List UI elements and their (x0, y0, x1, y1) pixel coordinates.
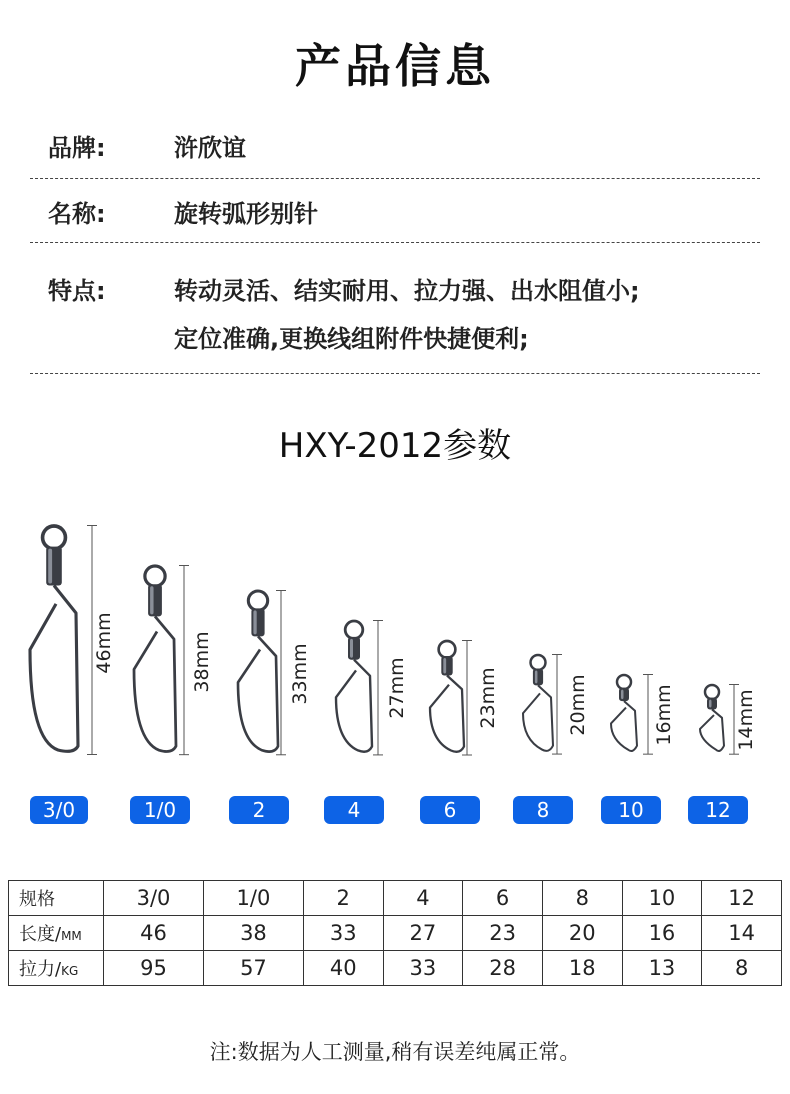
force-header-label: 拉力/ (19, 959, 62, 980)
size-badge: 12 (688, 796, 748, 824)
row-header-length (9, 916, 104, 951)
page-title: 产品信息 (295, 39, 495, 93)
length-label: 33mm (289, 643, 311, 705)
divider (30, 373, 760, 374)
table-cell: 14 (702, 916, 782, 951)
table-cell: 1/0 (203, 881, 303, 916)
table-cell: 12 (702, 881, 782, 916)
table-cell: 27 (383, 916, 463, 951)
dimension-ruler (551, 654, 563, 756)
table-cell: 8 (702, 951, 782, 986)
table-cell: 23 (463, 916, 543, 951)
dimension-ruler (275, 590, 287, 756)
size-badge: 6 (420, 796, 480, 824)
length-label: 16mm (653, 684, 675, 746)
table-cell: 16 (622, 916, 702, 951)
length-label: 20mm (567, 674, 589, 736)
brand-value: 浒欣谊 (174, 134, 246, 162)
brand-label: 品牌: (48, 134, 106, 162)
length-label: 46mm (93, 612, 115, 674)
length-label: 14mm (735, 688, 757, 751)
dimension-ruler (178, 565, 190, 756)
table-cell: 33 (303, 916, 383, 951)
table-cell: 3/0 (104, 881, 204, 916)
size-badge: 10 (601, 796, 661, 824)
table-cell: 2 (303, 881, 383, 916)
table-cell: 38 (203, 916, 303, 951)
table-cell: 10 (622, 881, 702, 916)
snap-swivel-icon (605, 672, 643, 758)
table-cell: 95 (104, 951, 204, 986)
snap-swivel-icon (330, 618, 378, 758)
size-badge: 3/0 (30, 796, 88, 824)
table-row (9, 916, 782, 951)
dimension-ruler (372, 620, 384, 756)
snap-swivel-icon (694, 682, 730, 758)
table-cell: 6 (463, 881, 543, 916)
length-label: 38mm (191, 631, 213, 693)
feature-line-1: 转动灵活、结实耐用、拉力强、出水阻值小; (174, 277, 640, 305)
table-row (9, 881, 782, 916)
length-header-label: 长度/ (19, 924, 62, 945)
dimension-ruler (461, 640, 473, 757)
length-header-unit: MM (61, 929, 82, 943)
size-badge: 1/0 (130, 796, 190, 824)
params-title: HXY-2012参数 (278, 426, 512, 466)
divider (30, 242, 760, 243)
table-row (9, 951, 782, 986)
size-badge: 8 (513, 796, 573, 824)
length-label: 27mm (386, 657, 408, 720)
measurement-note: 注:数据为人工测量,稍有误差纯属正常。 (209, 1040, 581, 1064)
feature-label: 特点: (48, 277, 106, 305)
size-badge: 2 (229, 796, 289, 824)
feature-line-2: 定位准确,更换线组附件快捷便利; (174, 325, 529, 353)
table-cell: 4 (383, 881, 463, 916)
name-value: 旋转弧形别针 (174, 200, 318, 228)
row-header-force (9, 951, 104, 986)
name-label: 名称: (48, 200, 106, 228)
table-cell: 40 (303, 951, 383, 986)
row-header-spec: 规格 (9, 881, 104, 916)
table-cell: 20 (542, 916, 622, 951)
length-label: 23mm (477, 667, 499, 729)
table-cell: 28 (463, 951, 543, 986)
spec-table (8, 880, 782, 986)
divider (30, 178, 760, 179)
table-cell: 33 (383, 951, 463, 986)
table-cell: 13 (622, 951, 702, 986)
table-cell: 46 (104, 916, 204, 951)
table-cell: 18 (542, 951, 622, 986)
force-header-unit: KG (61, 964, 79, 978)
table-cell: 57 (203, 951, 303, 986)
table-cell: 8 (542, 881, 622, 916)
size-badge: 4 (324, 796, 384, 824)
snap-swivel-icon (24, 523, 84, 758)
snap-swivel-icon (128, 563, 182, 758)
